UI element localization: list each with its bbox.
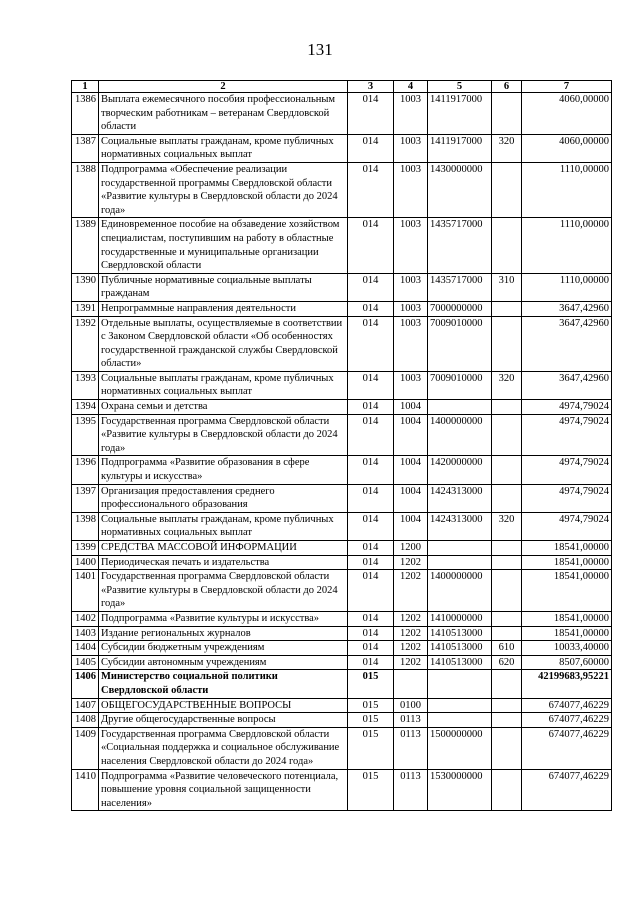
table-row xyxy=(72,641,612,656)
row-name-cell: Социальные выплаты гражданам, кроме публичных нормативных социальных выплат xyxy=(99,512,348,540)
row-code-cell: 015 xyxy=(348,727,394,769)
row-target-cell: 1500000000 xyxy=(428,727,492,769)
row-number-cell: 1396 xyxy=(72,456,99,484)
row-name-cell: Подпрограмма «Обеспечение реализации государственной программы Свердловской области «Развитие культуры в Свердловской области до 2024 года» xyxy=(99,162,348,217)
row-name-cell: Государственная программа Свердловской области «Развитие культуры в Свердловской области до 2024 года» xyxy=(99,570,348,612)
row-type-cell xyxy=(492,769,522,811)
row-amount-cell: 10033,40000 xyxy=(522,641,612,656)
row-name-cell: Министерство социальной политики Свердловской области xyxy=(99,670,348,698)
header-col-5: 5 xyxy=(428,81,492,93)
row-target-cell: 7009010000 xyxy=(428,316,492,371)
table-row xyxy=(72,555,612,570)
row-name-cell: Издание региональных журналов xyxy=(99,626,348,641)
row-amount-cell: 18541,00000 xyxy=(522,626,612,641)
row-name-cell: Подпрограмма «Развитие человеческого потенциала, повышение уровня социальной защищенности населения» xyxy=(99,769,348,811)
row-amount-cell: 4974,79024 xyxy=(522,512,612,540)
table-row xyxy=(72,611,612,626)
table-row xyxy=(72,769,612,811)
header-col-1: 1 xyxy=(72,81,99,93)
table-row xyxy=(72,541,612,556)
row-target-cell xyxy=(428,400,492,415)
table-row xyxy=(72,400,612,415)
row-name-cell: Отдельные выплаты, осуществляемые в соответствии с Законом Свердловской области «Об особенностях государственной гражданской службы Свердловской области» xyxy=(99,316,348,371)
table-row xyxy=(72,414,612,456)
row-amount-cell: 4974,79024 xyxy=(522,456,612,484)
row-code-cell: 015 xyxy=(348,698,394,713)
row-name-cell: Государственная программа Свердловской области «Развитие культуры в Свердловской области до 2024 года» xyxy=(99,414,348,456)
header-col-7: 7 xyxy=(522,81,612,93)
row-section-cell: 1003 xyxy=(394,273,428,301)
row-section-cell: 1003 xyxy=(394,301,428,316)
row-type-cell xyxy=(492,316,522,371)
row-amount-cell: 674077,46229 xyxy=(522,769,612,811)
row-amount-cell: 1110,00000 xyxy=(522,273,612,301)
header-col-2: 2 xyxy=(99,81,348,93)
row-number-cell: 1408 xyxy=(72,713,99,728)
row-amount-cell: 4974,79024 xyxy=(522,400,612,415)
row-type-cell xyxy=(492,698,522,713)
row-amount-cell: 3647,42960 xyxy=(522,316,612,371)
row-amount-cell: 4060,00000 xyxy=(522,134,612,162)
budget-table xyxy=(71,80,612,811)
row-target-cell xyxy=(428,670,492,698)
row-section-cell: 1004 xyxy=(394,400,428,415)
row-code-cell: 014 xyxy=(348,400,394,415)
table-row xyxy=(72,93,612,135)
row-code-cell: 014 xyxy=(348,162,394,217)
row-section-cell: 1202 xyxy=(394,626,428,641)
row-amount-cell: 674077,46229 xyxy=(522,698,612,713)
row-number-cell: 1403 xyxy=(72,626,99,641)
row-number-cell: 1404 xyxy=(72,641,99,656)
row-type-cell xyxy=(492,414,522,456)
row-name-cell: Другие общегосударственные вопросы xyxy=(99,713,348,728)
row-section-cell: 0113 xyxy=(394,713,428,728)
page-number: 131 xyxy=(307,40,333,59)
row-target-cell xyxy=(428,698,492,713)
row-number-cell: 1389 xyxy=(72,218,99,273)
row-name-cell: Подпрограмма «Развитие культуры и искусства» xyxy=(99,611,348,626)
row-name-cell: Охрана семьи и детства xyxy=(99,400,348,415)
row-type-cell xyxy=(492,484,522,512)
row-target-cell: 1430000000 xyxy=(428,162,492,217)
row-target-cell: 1400000000 xyxy=(428,570,492,612)
row-target-cell: 7009010000 xyxy=(428,371,492,399)
row-amount-cell: 42199683,95221 xyxy=(522,670,612,698)
row-code-cell: 014 xyxy=(348,371,394,399)
row-target-cell: 1435717000 xyxy=(428,218,492,273)
row-type-cell xyxy=(492,626,522,641)
row-section-cell: 1004 xyxy=(394,484,428,512)
row-number-cell: 1395 xyxy=(72,414,99,456)
row-type-cell xyxy=(492,218,522,273)
row-code-cell: 014 xyxy=(348,611,394,626)
row-number-cell: 1391 xyxy=(72,301,99,316)
row-section-cell: 0100 xyxy=(394,698,428,713)
row-number-cell: 1401 xyxy=(72,570,99,612)
row-code-cell: 014 xyxy=(348,655,394,670)
row-type-cell: 320 xyxy=(492,134,522,162)
row-code-cell: 014 xyxy=(348,414,394,456)
row-amount-cell: 3647,42960 xyxy=(522,371,612,399)
row-type-cell xyxy=(492,541,522,556)
row-code-cell: 014 xyxy=(348,641,394,656)
row-name-cell: Государственная программа Свердловской области «Социальная поддержка и социальное обслуживание населения Свердловской области до 2024 года» xyxy=(99,727,348,769)
row-type-cell xyxy=(492,400,522,415)
row-name-cell: СРЕДСТВА МАССОВОЙ ИНФОРМАЦИИ xyxy=(99,541,348,556)
table-row xyxy=(72,218,612,273)
row-code-cell: 014 xyxy=(348,512,394,540)
row-section-cell: 0113 xyxy=(394,727,428,769)
table-row xyxy=(72,484,612,512)
row-amount-cell: 18541,00000 xyxy=(522,555,612,570)
row-amount-cell: 674077,46229 xyxy=(522,727,612,769)
row-section-cell: 1003 xyxy=(394,93,428,135)
row-target-cell: 7000000000 xyxy=(428,301,492,316)
row-amount-cell: 1110,00000 xyxy=(522,162,612,217)
table-row xyxy=(72,655,612,670)
row-type-cell xyxy=(492,611,522,626)
row-section-cell: 0113 xyxy=(394,769,428,811)
row-number-cell: 1393 xyxy=(72,371,99,399)
row-name-cell: Выплата ежемесячного пособия профессиональным творческим работникам – ветеранам Свердловской области xyxy=(99,93,348,135)
table-row xyxy=(72,713,612,728)
row-target-cell: 1410513000 xyxy=(428,626,492,641)
row-type-cell xyxy=(492,93,522,135)
row-name-cell: Периодическая печать и издательства xyxy=(99,555,348,570)
row-section-cell: 1004 xyxy=(394,512,428,540)
row-type-cell: 610 xyxy=(492,641,522,656)
row-code-cell: 014 xyxy=(348,541,394,556)
row-target-cell xyxy=(428,555,492,570)
row-amount-cell: 4060,00000 xyxy=(522,93,612,135)
row-type-cell xyxy=(492,162,522,217)
row-number-cell: 1390 xyxy=(72,273,99,301)
row-number-cell: 1387 xyxy=(72,134,99,162)
row-target-cell xyxy=(428,541,492,556)
table-row xyxy=(72,626,612,641)
row-name-cell: ОБЩЕГОСУДАРСТВЕННЫЕ ВОПРОСЫ xyxy=(99,698,348,713)
row-code-cell: 014 xyxy=(348,555,394,570)
row-amount-cell: 18541,00000 xyxy=(522,611,612,626)
row-target-cell: 1420000000 xyxy=(428,456,492,484)
row-section-cell: 1003 xyxy=(394,134,428,162)
row-target-cell xyxy=(428,713,492,728)
row-number-cell: 1397 xyxy=(72,484,99,512)
row-number-cell: 1394 xyxy=(72,400,99,415)
row-code-cell: 014 xyxy=(348,301,394,316)
table-row xyxy=(72,134,612,162)
row-code-cell: 015 xyxy=(348,769,394,811)
row-code-cell: 015 xyxy=(348,713,394,728)
row-section-cell: 1004 xyxy=(394,456,428,484)
table-row xyxy=(72,301,612,316)
row-name-cell: Публичные нормативные социальные выплаты гражданам xyxy=(99,273,348,301)
table-row xyxy=(72,316,612,371)
row-number-cell: 1405 xyxy=(72,655,99,670)
row-number-cell: 1410 xyxy=(72,769,99,811)
row-section-cell: 1003 xyxy=(394,316,428,371)
table-row xyxy=(72,670,612,698)
row-type-cell xyxy=(492,670,522,698)
row-section-cell: 1003 xyxy=(394,371,428,399)
row-type-cell: 620 xyxy=(492,655,522,670)
header-col-6: 6 xyxy=(492,81,522,93)
row-type-cell xyxy=(492,456,522,484)
row-code-cell: 014 xyxy=(348,93,394,135)
row-section-cell: 1004 xyxy=(394,414,428,456)
row-target-cell: 1411917000 xyxy=(428,93,492,135)
row-amount-cell: 4974,79024 xyxy=(522,414,612,456)
row-number-cell: 1409 xyxy=(72,727,99,769)
row-section-cell: 1003 xyxy=(394,218,428,273)
row-number-cell: 1386 xyxy=(72,93,99,135)
row-name-cell: Субсидии бюджетным учреждениям xyxy=(99,641,348,656)
row-section-cell: 1202 xyxy=(394,641,428,656)
table-row xyxy=(72,512,612,540)
row-number-cell: 1406 xyxy=(72,670,99,698)
table-row xyxy=(72,570,612,612)
row-number-cell: 1399 xyxy=(72,541,99,556)
table-row xyxy=(72,371,612,399)
row-number-cell: 1402 xyxy=(72,611,99,626)
row-name-cell: Подпрограмма «Развитие образования в сфере культуры и искусства» xyxy=(99,456,348,484)
row-section-cell: 1202 xyxy=(394,570,428,612)
row-code-cell: 014 xyxy=(348,570,394,612)
row-target-cell: 1410513000 xyxy=(428,655,492,670)
row-amount-cell: 674077,46229 xyxy=(522,713,612,728)
row-type-cell xyxy=(492,555,522,570)
row-type-cell xyxy=(492,570,522,612)
row-number-cell: 1392 xyxy=(72,316,99,371)
row-amount-cell: 8507,60000 xyxy=(522,655,612,670)
row-number-cell: 1388 xyxy=(72,162,99,217)
row-target-cell: 1435717000 xyxy=(428,273,492,301)
row-code-cell: 015 xyxy=(348,670,394,698)
row-target-cell: 1530000000 xyxy=(428,769,492,811)
header-row xyxy=(72,81,612,93)
row-code-cell: 014 xyxy=(348,626,394,641)
row-name-cell: Непрограммные направления деятельности xyxy=(99,301,348,316)
row-section-cell: 1202 xyxy=(394,555,428,570)
row-number-cell: 1407 xyxy=(72,698,99,713)
row-type-cell: 320 xyxy=(492,512,522,540)
row-code-cell: 014 xyxy=(348,218,394,273)
row-amount-cell: 18541,00000 xyxy=(522,570,612,612)
row-section-cell xyxy=(394,670,428,698)
row-section-cell: 1003 xyxy=(394,162,428,217)
row-section-cell: 1202 xyxy=(394,655,428,670)
row-amount-cell: 4974,79024 xyxy=(522,484,612,512)
row-target-cell: 1400000000 xyxy=(428,414,492,456)
row-code-cell: 014 xyxy=(348,273,394,301)
row-type-cell: 310 xyxy=(492,273,522,301)
row-target-cell: 1411917000 xyxy=(428,134,492,162)
row-target-cell: 1410000000 xyxy=(428,611,492,626)
row-code-cell: 014 xyxy=(348,456,394,484)
row-type-cell xyxy=(492,713,522,728)
table-row xyxy=(72,273,612,301)
table-row xyxy=(72,456,612,484)
row-name-cell: Субсидии автономным учреждениям xyxy=(99,655,348,670)
row-code-cell: 014 xyxy=(348,484,394,512)
table-row xyxy=(72,698,612,713)
row-target-cell: 1410513000 xyxy=(428,641,492,656)
header-col-4: 4 xyxy=(394,81,428,93)
row-name-cell: Социальные выплаты гражданам, кроме публичных нормативных социальных выплат xyxy=(99,134,348,162)
row-type-cell: 320 xyxy=(492,371,522,399)
table-row xyxy=(72,162,612,217)
row-target-cell: 1424313000 xyxy=(428,484,492,512)
table-row xyxy=(72,727,612,769)
row-name-cell: Социальные выплаты гражданам, кроме публичных нормативных социальных выплат xyxy=(99,371,348,399)
row-amount-cell: 1110,00000 xyxy=(522,218,612,273)
row-section-cell: 1200 xyxy=(394,541,428,556)
row-number-cell: 1400 xyxy=(72,555,99,570)
row-name-cell: Единовременное пособие на обзаведение хозяйством специалистам, поступившим на работу в областные государственные и муниципальные организации Свердловской области xyxy=(99,218,348,273)
row-target-cell: 1424313000 xyxy=(428,512,492,540)
row-type-cell xyxy=(492,727,522,769)
row-amount-cell: 18541,00000 xyxy=(522,541,612,556)
row-code-cell: 014 xyxy=(348,134,394,162)
row-code-cell: 014 xyxy=(348,316,394,371)
row-name-cell: Организация предоставления среднего профессионального образования xyxy=(99,484,348,512)
row-type-cell xyxy=(492,301,522,316)
row-section-cell: 1202 xyxy=(394,611,428,626)
row-number-cell: 1398 xyxy=(72,512,99,540)
header-col-3: 3 xyxy=(348,81,394,93)
row-amount-cell: 3647,42960 xyxy=(522,301,612,316)
